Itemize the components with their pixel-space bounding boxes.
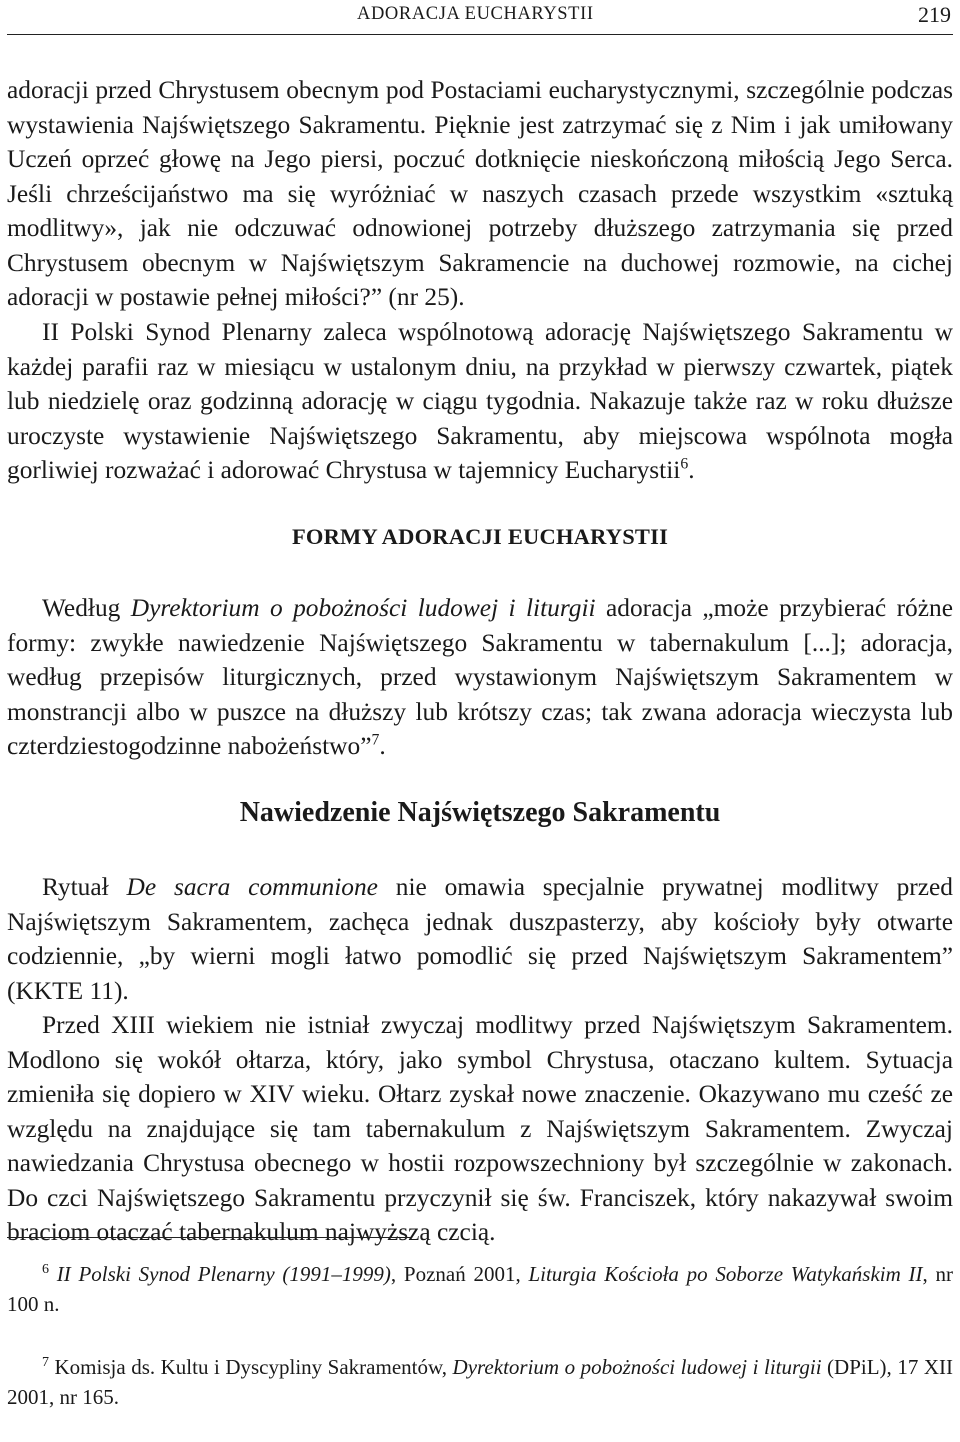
page-number: 219 — [918, 2, 951, 27]
footnote-6-text-2: , nr 100 n. — [7, 1262, 954, 1316]
footnote-7-text-1: Komisja ds. Kultu i Dyscypliny Sakramentów, — [49, 1355, 453, 1379]
paragraph-1-text: adoracji przed Chrystusem obecnym pod Postaciami eucharystycznymi, szczególnie podczas wystawienia Najświętszego Sakramentu. Pięknie jest zatrzymać się z Nim i jak umiłowany Uczeń oprzeć głowę na Jego piersi, poczuć dotknięcie nieskończoną miłością Jego Serca. Jeśli chrześcijaństwo ma się wyróżniać w naszych czasach przede wszystkim «sztuką modlitwy», jak nie odczuwać odnowionej potrzeby dłuższego zatrzymania się przed Chrystusem obecnym w Najświętszym Sakramencie na duchowej rozmowie, na cichej adoracji w postawie pełnej miłości?” (nr 25). — [7, 76, 953, 311]
paragraph-1 — [7, 73, 953, 315]
paragraph-5 — [7, 1008, 953, 1250]
paragraph-4-title: De sacra communione — [126, 873, 378, 901]
footnote-6-title-1: II Polski Synod Plenarny (1991–1999) — [56, 1262, 391, 1286]
running-title: ADORACJA EUCHARYSTII — [357, 4, 594, 24]
footnote-6-mark: 6 — [42, 1262, 49, 1277]
paragraph-4 — [7, 870, 953, 1008]
footnote-6-title-2: Liturgia Kościoła po Soborze Watykańskim II — [528, 1262, 923, 1286]
footnote-7-text-2: (DPiL), 17 XII 2001, nr 165. — [7, 1355, 953, 1409]
paragraph-2-end: . — [688, 456, 695, 484]
footnote-7 — [7, 1352, 953, 1412]
paragraph-3-text-b: adoracja „może przybierać różne formy: zwykłe nawiedzenie Najświętszego Sakramentu w tabernakulum [...]; adoracja, według przepisów liturgicznych, przed wystawionym Najświętszym Sakramentem w monstrancji albo w puszce na dłuższy lub krótszy czas; tak zwana adoracja wieczysta lub czterdziestogodzinne nabożeństwo” — [7, 594, 953, 760]
paragraph-2-text: II Polski Synod Plenarny zaleca wspólnotową adorację Najświętszego Sakramentu w każdej parafii raz w miesiącu w ustalonym dniu, na przykład w pierwszy czwartek, piątek lub niedzielę oraz godzinną adorację w ciągu tygodnia. Nakazuje także raz w roku dłuższe uroczyste wystawienie Najświętszego Sakramentu, aby miejscowa wspólnota mogła gorliwiej rozważać i adorować Chrystusa w tajemnicy Eucharystii — [7, 318, 953, 484]
footnote-divider — [7, 1237, 411, 1238]
paragraph-3-end: . — [379, 732, 386, 760]
paragraph-4-text-a: Rytuał — [42, 873, 127, 901]
footnote-6-text-1: , Poznań 2001, — [390, 1262, 529, 1286]
section-heading: FORMY ADORACJI EUCHARYSTII — [291, 524, 669, 549]
paragraph-2 — [7, 315, 953, 488]
paragraph-4-text-b: nie omawia specjalnie prywatnej modlitwy przed Najświętszym Sakramentem, zachęca jednak duszpasterzy, aby kościoły były otwarte codziennie, „by wierni mogli łatwo pomodlić się przed Najświętszym Sakramentem” (KKTE 11). — [7, 873, 953, 1005]
paragraph-5-text: Przed XIII wiekiem nie istniał zwyczaj modlitwy przed Najświętszym Sakramentem. Modlono się wokół ołtarza, który, jako symbol Chrystusa, otaczano kultem. Sytuacja zmieniła się dopiero w XIV wieku. Ołtarz zyskał nowe znaczenie. Okazywano mu cześć ze względu na znajdujące się tam tabernakulum z Najświętszym Sakramentem. Zwyczaj nawiedzania Chrystusa obecnego w hostii rozpowszechniony był szczególnie w zakonach. Do czci Najświętszego Sakramentu przyczynił się św. Franciszek, który nakazywał swoim braciom otaczać tabernakulum najwyższą czcią. — [7, 1011, 953, 1246]
footnote-6 — [7, 1259, 953, 1319]
footnote-ref-6: 6 — [680, 455, 689, 473]
footnote-ref-7: 7 — [371, 731, 380, 749]
page-header — [7, 0, 953, 35]
footnote-7-title: Dyrektorium o pobożności ludowej i liturgii — [452, 1355, 822, 1379]
paragraph-3-title: Dyrektorium o pobożności ludowej i liturgii — [130, 594, 596, 622]
footnote-7-mark: 7 — [42, 1355, 49, 1370]
subsection-heading: Nawiedzenie Najświętszego Sakramentu — [239, 797, 721, 828]
paragraph-3 — [7, 591, 953, 764]
paragraph-3-text-a: Według — [42, 594, 131, 622]
